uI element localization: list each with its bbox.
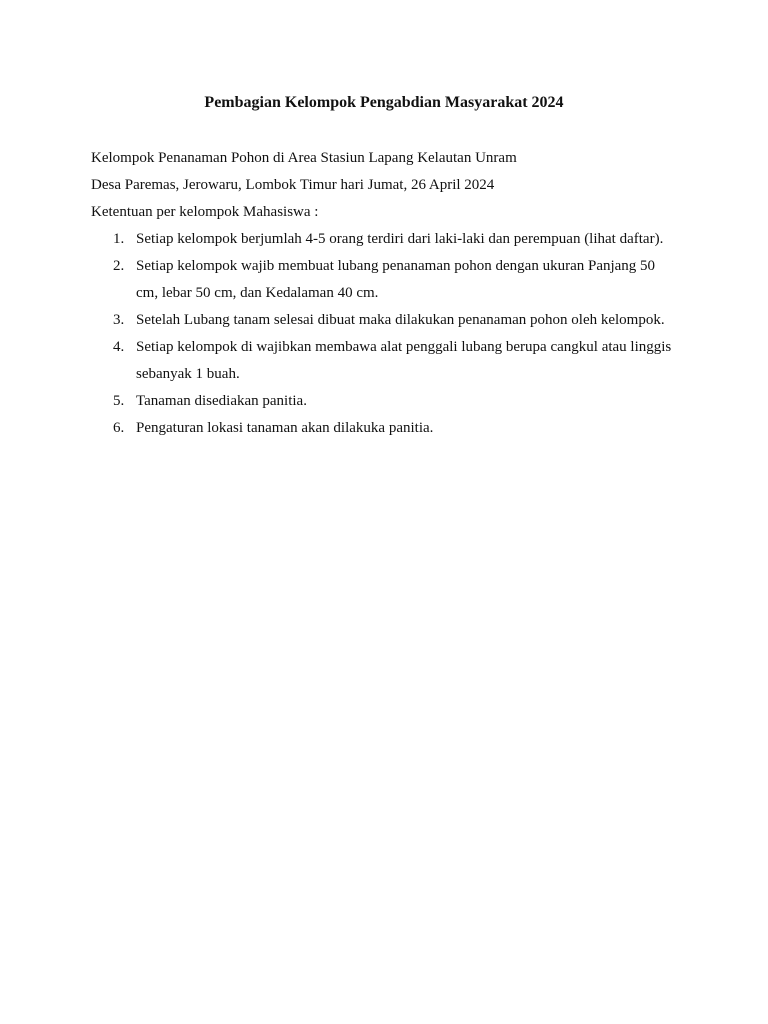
- list-item: [91, 388, 691, 415]
- list-item-text: Setiap kelompok di wajibkan membawa alat penggali lubang berupa cangkul atau linggis sebanyak 1 buah.: [136, 339, 672, 382]
- group-name-line: Kelompok Penanaman Pohon di Area Stasiun Lapang Kelautan Unram: [91, 150, 517, 166]
- list-item-text: Tanaman disediakan panitia.: [136, 393, 307, 409]
- list-item: [91, 226, 691, 253]
- list-item: [91, 334, 691, 388]
- list-item-number: 2.: [113, 258, 125, 274]
- list-item-text: Setiap kelompok berjumlah 4-5 orang terdiri dari laki-laki dan perempuan (lihat daftar).: [136, 231, 664, 247]
- rules-heading: Ketentuan per kelompok Mahasiswa :: [91, 204, 319, 220]
- rules-list: [91, 226, 691, 442]
- list-item: [91, 253, 691, 307]
- list-item: [91, 307, 691, 334]
- list-item-number: 4.: [113, 339, 125, 355]
- document-body: [91, 145, 691, 442]
- list-item-text: Setelah Lubang tanam selesai dibuat maka dilakukan penanaman pohon oleh kelompok.: [136, 312, 665, 328]
- list-item-number: 6.: [113, 420, 125, 436]
- list-item-number: 3.: [113, 312, 125, 328]
- list-item-text: Setiap kelompok wajib membuat lubang penanaman pohon dengan ukuran Panjang 50 cm, lebar 50 cm, dan Kedalaman 40 cm.: [136, 258, 656, 301]
- list-item-number: 5.: [113, 393, 125, 409]
- list-item-number: 1.: [113, 231, 125, 247]
- list-item-text: Pengaturan lokasi tanaman akan dilakuka panitia.: [136, 420, 434, 436]
- document-title: Pembagian Kelompok Pengabdian Masyarakat 2024: [204, 94, 564, 111]
- list-item: [91, 415, 691, 442]
- location-date-line: Desa Paremas, Jerowaru, Lombok Timur hari Jumat, 26 April 2024: [91, 177, 495, 193]
